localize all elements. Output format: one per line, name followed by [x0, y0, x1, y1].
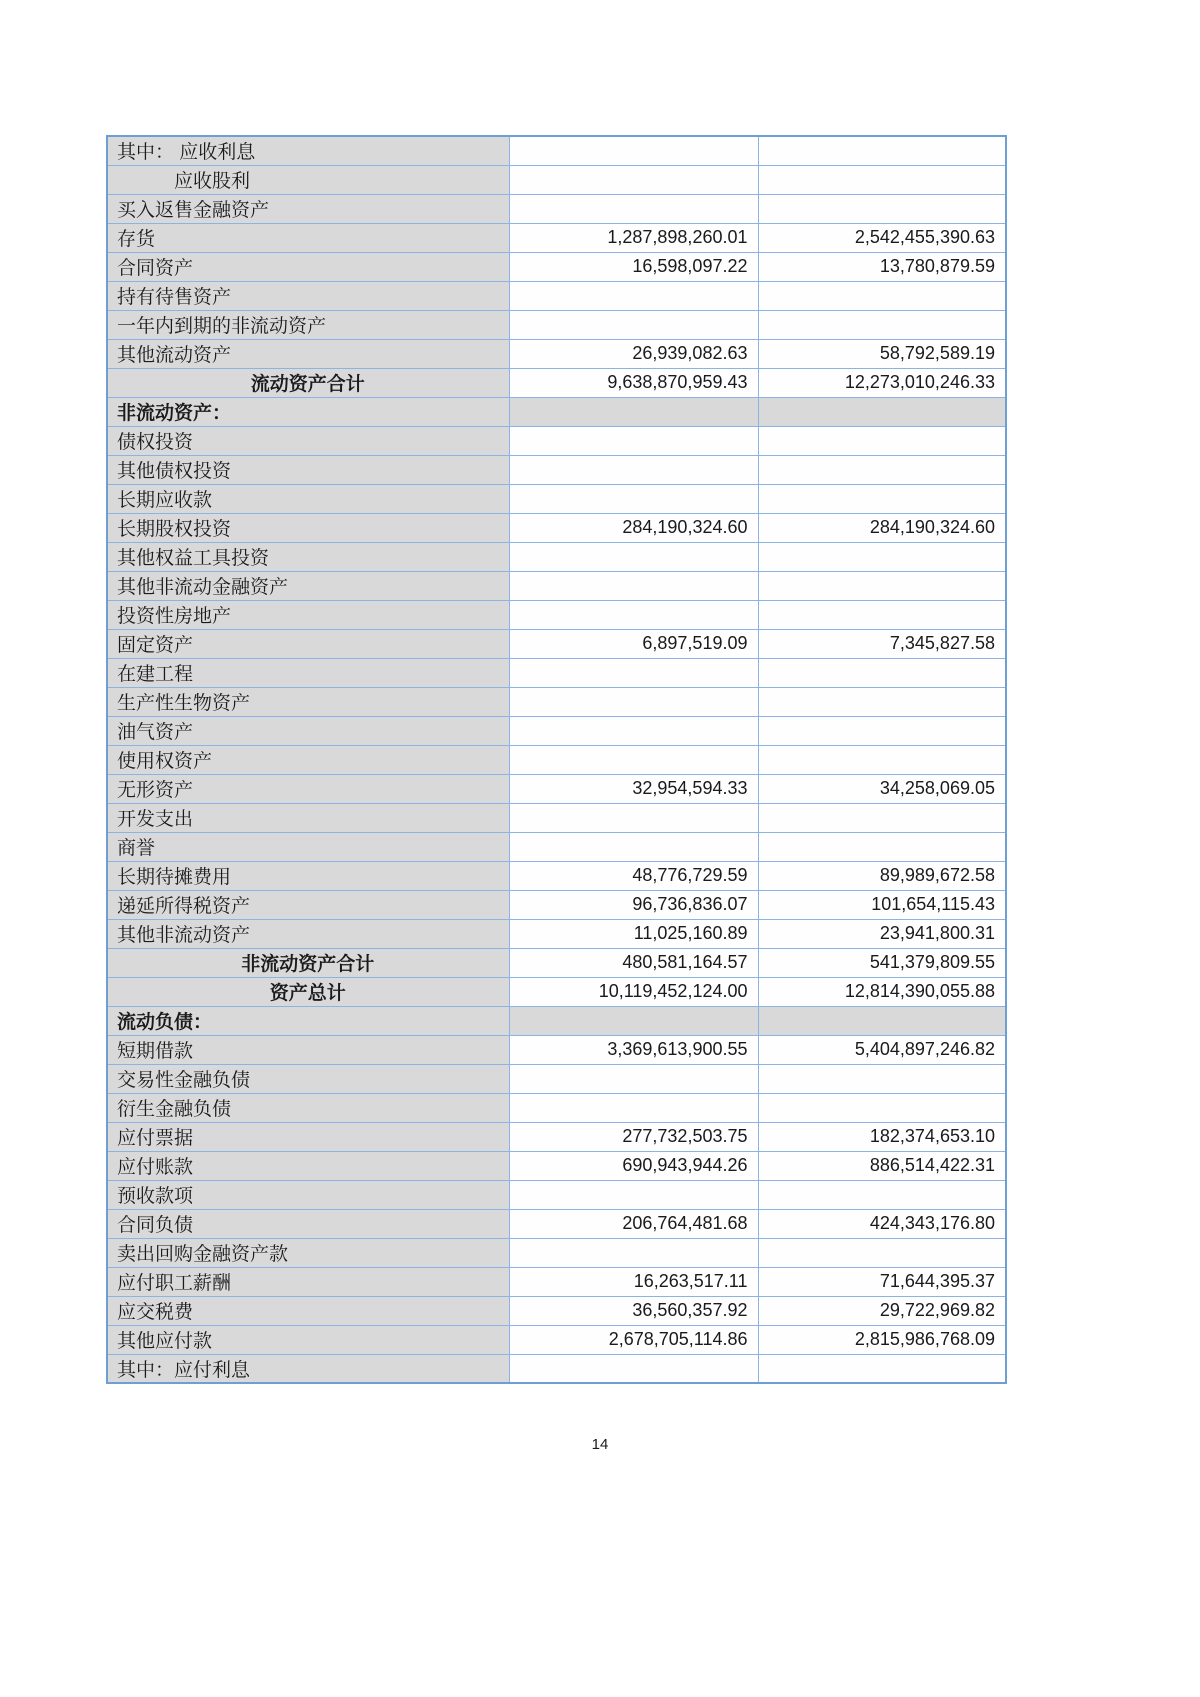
- row-label: 交易性金融负债: [107, 1064, 509, 1093]
- row-label: 流动负债：: [107, 1006, 509, 1035]
- row-label: 非流动资产：: [107, 397, 509, 426]
- row-amount-prior: 71,644,395.37: [758, 1267, 1006, 1296]
- row-amount-prior: 284,190,324.60: [758, 513, 1006, 542]
- row-label: 债权投资: [107, 426, 509, 455]
- row-amount-prior: 182,374,653.10: [758, 1122, 1006, 1151]
- row-amount-current: [509, 1354, 758, 1383]
- row-amount-current: [509, 832, 758, 861]
- row-amount-prior: [758, 600, 1006, 629]
- table-row: [107, 1296, 1006, 1325]
- row-label: 合同资产: [107, 252, 509, 281]
- row-amount-prior: [758, 803, 1006, 832]
- row-amount-prior: [758, 1354, 1006, 1383]
- row-label: 应付票据: [107, 1122, 509, 1151]
- row-amount-current: 690,943,944.26: [509, 1151, 758, 1180]
- row-amount-current: [509, 281, 758, 310]
- row-amount-prior: [758, 1093, 1006, 1122]
- row-label: 开发支出: [107, 803, 509, 832]
- row-label: 长期应收款: [107, 484, 509, 513]
- row-amount-current: 16,263,517.11: [509, 1267, 758, 1296]
- row-amount-current: [509, 455, 758, 484]
- row-amount-prior: 5,404,897,246.82: [758, 1035, 1006, 1064]
- table-row: [107, 600, 1006, 629]
- table-row: [107, 977, 1006, 1006]
- row-amount-current: [509, 397, 758, 426]
- balance-sheet-body: [107, 136, 1006, 1383]
- row-amount-prior: 13,780,879.59: [758, 252, 1006, 281]
- table-row: [107, 136, 1006, 165]
- row-label: 预收款项: [107, 1180, 509, 1209]
- row-amount-prior: [758, 687, 1006, 716]
- table-row: [107, 194, 1006, 223]
- row-amount-prior: [758, 1180, 1006, 1209]
- row-label: 卖出回购金融资产款: [107, 1238, 509, 1267]
- table-row: [107, 687, 1006, 716]
- table-row: [107, 1238, 1006, 1267]
- row-label: 应付职工薪酬: [107, 1267, 509, 1296]
- row-amount-current: [509, 1093, 758, 1122]
- row-amount-current: 11,025,160.89: [509, 919, 758, 948]
- row-amount-current: 16,598,097.22: [509, 252, 758, 281]
- row-amount-prior: [758, 484, 1006, 513]
- row-label: 合同负债: [107, 1209, 509, 1238]
- table-row: [107, 1209, 1006, 1238]
- table-row: [107, 281, 1006, 310]
- row-amount-prior: 886,514,422.31: [758, 1151, 1006, 1180]
- table-row: [107, 716, 1006, 745]
- row-amount-current: 1,287,898,260.01: [509, 223, 758, 252]
- row-amount-current: 48,776,729.59: [509, 861, 758, 890]
- row-amount-prior: [758, 658, 1006, 687]
- table-row: [107, 571, 1006, 600]
- row-label: 存货: [107, 223, 509, 252]
- row-amount-prior: 541,379,809.55: [758, 948, 1006, 977]
- row-label: 短期借款: [107, 1035, 509, 1064]
- row-label: 固定资产: [107, 629, 509, 658]
- row-label: 无形资产: [107, 774, 509, 803]
- row-label: 生产性生物资产: [107, 687, 509, 716]
- row-label: 应收股利: [107, 165, 509, 194]
- row-amount-prior: 29,722,969.82: [758, 1296, 1006, 1325]
- table-row: [107, 658, 1006, 687]
- row-amount-prior: [758, 165, 1006, 194]
- row-amount-current: 10,119,452,124.00: [509, 977, 758, 1006]
- row-amount-prior: 23,941,800.31: [758, 919, 1006, 948]
- table-row: [107, 165, 1006, 194]
- row-amount-current: 277,732,503.75: [509, 1122, 758, 1151]
- row-amount-current: [509, 542, 758, 571]
- table-row: [107, 629, 1006, 658]
- row-amount-prior: 89,989,672.58: [758, 861, 1006, 890]
- row-label: 长期待摊费用: [107, 861, 509, 890]
- row-amount-current: [509, 426, 758, 455]
- table-row: [107, 745, 1006, 774]
- table-row: [107, 861, 1006, 890]
- table-row: [107, 1035, 1006, 1064]
- balance-sheet-table: [106, 135, 1007, 1384]
- row-amount-prior: 2,542,455,390.63: [758, 223, 1006, 252]
- row-amount-current: [509, 1238, 758, 1267]
- row-amount-prior: [758, 136, 1006, 165]
- row-amount-current: [509, 484, 758, 513]
- table-row: [107, 1354, 1006, 1383]
- table-row: [107, 948, 1006, 977]
- table-row: [107, 1267, 1006, 1296]
- row-amount-prior: [758, 281, 1006, 310]
- table-row: [107, 513, 1006, 542]
- row-amount-current: [509, 165, 758, 194]
- row-amount-current: 6,897,519.09: [509, 629, 758, 658]
- row-amount-prior: 12,814,390,055.88: [758, 977, 1006, 1006]
- row-amount-current: 26,939,082.63: [509, 339, 758, 368]
- row-amount-prior: 12,273,010,246.33: [758, 368, 1006, 397]
- table-row: [107, 426, 1006, 455]
- table-row: [107, 803, 1006, 832]
- row-amount-prior: [758, 716, 1006, 745]
- row-amount-current: 284,190,324.60: [509, 513, 758, 542]
- row-amount-current: [509, 310, 758, 339]
- row-amount-prior: [758, 455, 1006, 484]
- table-row: [107, 774, 1006, 803]
- row-amount-current: [509, 1180, 758, 1209]
- row-amount-prior: [758, 571, 1006, 600]
- row-amount-current: [509, 600, 758, 629]
- row-amount-prior: [758, 397, 1006, 426]
- row-label: 一年内到期的非流动资产: [107, 310, 509, 339]
- row-label: 其他流动资产: [107, 339, 509, 368]
- row-label: 衍生金融负债: [107, 1093, 509, 1122]
- row-label: 长期股权投资: [107, 513, 509, 542]
- row-amount-current: [509, 1064, 758, 1093]
- row-amount-current: 2,678,705,114.86: [509, 1325, 758, 1354]
- table-row: [107, 1151, 1006, 1180]
- row-amount-current: [509, 716, 758, 745]
- table-row: [107, 397, 1006, 426]
- row-amount-current: 9,638,870,959.43: [509, 368, 758, 397]
- row-amount-current: [509, 658, 758, 687]
- row-label: 持有待售资产: [107, 281, 509, 310]
- row-amount-prior: [758, 1064, 1006, 1093]
- table-row: [107, 919, 1006, 948]
- row-label: 其中： 应收利息: [107, 136, 509, 165]
- row-label: 其他应付款: [107, 1325, 509, 1354]
- row-label: 其他非流动金融资产: [107, 571, 509, 600]
- row-amount-prior: 2,815,986,768.09: [758, 1325, 1006, 1354]
- table-row: [107, 890, 1006, 919]
- row-amount-current: 480,581,164.57: [509, 948, 758, 977]
- row-label: 资产总计: [107, 977, 509, 1006]
- row-amount-current: 32,954,594.33: [509, 774, 758, 803]
- row-label: 油气资产: [107, 716, 509, 745]
- row-label: 买入返售金融资产: [107, 194, 509, 223]
- row-amount-current: 96,736,836.07: [509, 890, 758, 919]
- table-row: [107, 339, 1006, 368]
- table-row: [107, 1180, 1006, 1209]
- row-label: 其中：应付利息: [107, 1354, 509, 1383]
- row-label: 流动资产合计: [107, 368, 509, 397]
- row-amount-prior: 34,258,069.05: [758, 774, 1006, 803]
- row-amount-prior: 58,792,589.19: [758, 339, 1006, 368]
- table-row: [107, 1122, 1006, 1151]
- row-amount-prior: [758, 1006, 1006, 1035]
- row-amount-current: [509, 803, 758, 832]
- row-label: 应付账款: [107, 1151, 509, 1180]
- table-row: [107, 223, 1006, 252]
- row-amount-current: [509, 745, 758, 774]
- row-amount-prior: [758, 832, 1006, 861]
- row-amount-current: [509, 1006, 758, 1035]
- table-row: [107, 1325, 1006, 1354]
- row-amount-current: 3,369,613,900.55: [509, 1035, 758, 1064]
- row-amount-prior: 7,345,827.58: [758, 629, 1006, 658]
- table-row: [107, 484, 1006, 513]
- row-amount-prior: [758, 1238, 1006, 1267]
- table-row: [107, 368, 1006, 397]
- row-amount-prior: [758, 426, 1006, 455]
- row-amount-current: [509, 136, 758, 165]
- row-amount-prior: [758, 542, 1006, 571]
- row-label: 投资性房地产: [107, 600, 509, 629]
- row-label: 使用权资产: [107, 745, 509, 774]
- table-row: [107, 1064, 1006, 1093]
- row-label: 其他债权投资: [107, 455, 509, 484]
- row-amount-current: 206,764,481.68: [509, 1209, 758, 1238]
- balance-sheet-section: [106, 135, 1007, 1384]
- row-label: 其他权益工具投资: [107, 542, 509, 571]
- table-row: [107, 310, 1006, 339]
- row-amount-current: [509, 687, 758, 716]
- table-row: [107, 252, 1006, 281]
- table-row: [107, 1006, 1006, 1035]
- row-label: 其他非流动资产: [107, 919, 509, 948]
- row-amount-current: 36,560,357.92: [509, 1296, 758, 1325]
- table-row: [107, 542, 1006, 571]
- row-amount-prior: [758, 310, 1006, 339]
- table-row: [107, 455, 1006, 484]
- row-amount-prior: [758, 745, 1006, 774]
- row-label: 递延所得税资产: [107, 890, 509, 919]
- row-amount-current: [509, 571, 758, 600]
- row-amount-prior: 424,343,176.80: [758, 1209, 1006, 1238]
- row-amount-current: [509, 194, 758, 223]
- table-row: [107, 1093, 1006, 1122]
- row-label: 在建工程: [107, 658, 509, 687]
- row-label: 非流动资产合计: [107, 948, 509, 977]
- row-amount-prior: 101,654,115.43: [758, 890, 1006, 919]
- row-amount-prior: [758, 194, 1006, 223]
- page-number: 14: [591, 1436, 609, 1453]
- row-label: 商誉: [107, 832, 509, 861]
- table-row: [107, 832, 1006, 861]
- row-label: 应交税费: [107, 1296, 509, 1325]
